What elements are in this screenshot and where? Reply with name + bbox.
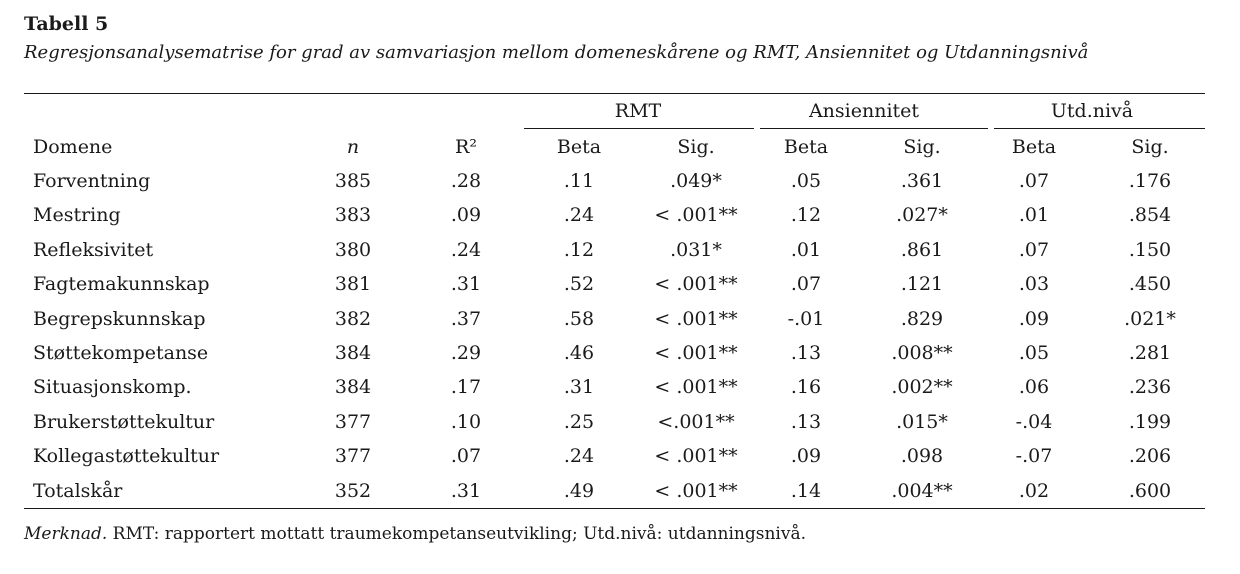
row-label: Situasjonskomp. <box>33 376 192 399</box>
table-cell: 377 <box>334 445 372 468</box>
table-cell: .01 <box>790 238 822 261</box>
table-cell: .004** <box>891 479 953 502</box>
group-header-ansiennitet: Ansiennitet <box>808 100 920 122</box>
table-cell: < .001** <box>654 342 738 364</box>
table-cell: .25 <box>563 410 595 433</box>
table-top-rule <box>24 93 1205 94</box>
table-cell: .17 <box>450 376 482 399</box>
table-cell: < .001** <box>654 273 738 296</box>
table-cell: .52 <box>563 273 595 296</box>
table-cell: .24 <box>563 204 595 227</box>
table-cell: .28 <box>450 170 482 192</box>
table-cell: .13 <box>790 410 822 433</box>
table-cell: < .001** <box>654 376 738 399</box>
table-cell: 383 <box>334 204 372 227</box>
row-label: Mestring <box>33 204 121 227</box>
table-cell: .05 <box>1018 342 1050 364</box>
group-rule-ansiennitet <box>760 128 988 129</box>
table-cell: .37 <box>450 307 482 330</box>
table-cell: .008** <box>891 342 953 364</box>
table-row <box>0 411 1240 445</box>
table-cell: .199 <box>1128 410 1172 433</box>
table-cell: .150 <box>1128 238 1172 261</box>
table-cell: .049* <box>670 170 722 192</box>
table-cell: .206 <box>1128 445 1172 468</box>
table-cell: .07 <box>450 445 482 468</box>
table-cell: .46 <box>563 342 595 364</box>
table-row <box>0 273 1240 307</box>
table-cell: .176 <box>1128 170 1172 192</box>
table-cell: .829 <box>900 307 944 330</box>
table-cell: <.001** <box>657 410 735 433</box>
table-cell: .121 <box>900 273 944 296</box>
table-cell: .361 <box>900 170 944 192</box>
row-label: Forventning <box>33 170 151 192</box>
table-caption: Regresjonsanalysematrise for grad av samvariasjon mellom domeneskårene og RMT, Ansiennitet og Utdanningsnivå <box>24 42 1089 63</box>
row-label: Brukerstøttekultur <box>33 410 215 433</box>
table-row <box>0 376 1240 410</box>
table-cell: .07 <box>1018 238 1050 261</box>
table-cell: 385 <box>334 170 372 192</box>
note-text: RMT: rapportert mottatt traumekompetanseutvikling; Utd.nivå: utdanningsnivå. <box>107 524 807 544</box>
table-label: Tabell 5 <box>24 13 109 35</box>
table-cell: 382 <box>334 307 372 330</box>
table-row <box>0 342 1240 376</box>
note-label: Merknad. <box>24 524 108 544</box>
column-header-ans-beta: Beta <box>783 136 829 158</box>
group-header-rmt: RMT <box>614 100 662 122</box>
table-cell: .31 <box>450 273 482 296</box>
table-row <box>0 445 1240 479</box>
table-cell: .281 <box>1128 342 1172 364</box>
table-cell: .031* <box>670 238 722 261</box>
table-cell: -.07 <box>1015 445 1053 468</box>
table-row <box>0 308 1240 342</box>
column-header-n: n <box>346 136 360 158</box>
table-cell: .03 <box>1018 273 1050 296</box>
row-label: Begrepskunnskap <box>33 307 206 330</box>
column-header-utd-sig: Sig. <box>1131 136 1169 158</box>
row-label: Støttekompetanse <box>33 342 209 364</box>
table-cell: .05 <box>790 170 822 192</box>
table-cell: .10 <box>450 410 482 433</box>
table-cell: .015* <box>896 410 948 433</box>
table-cell: < .001** <box>654 479 738 502</box>
table-cell: .002** <box>891 376 953 399</box>
group-rule-rmt <box>524 128 754 129</box>
row-label: Totalskår <box>33 479 123 502</box>
table-cell: .12 <box>563 238 595 261</box>
table-cell: 377 <box>334 410 372 433</box>
row-label: Kollegastøttekultur <box>33 445 220 468</box>
table-cell: 384 <box>334 342 372 364</box>
table-cell: .02 <box>1018 479 1050 502</box>
table-cell: .06 <box>1018 376 1050 399</box>
table-cell: .16 <box>790 376 822 399</box>
column-header-domene: Domene <box>33 136 113 158</box>
table-cell: -.04 <box>1015 410 1053 433</box>
table-cell: 352 <box>334 479 372 502</box>
table-cell: .854 <box>1128 204 1172 227</box>
table-cell: < .001** <box>654 445 738 468</box>
table-cell: .13 <box>790 342 822 364</box>
column-header-r2: R² <box>455 136 477 158</box>
table-cell: .31 <box>563 376 595 399</box>
table-cell: .027* <box>896 204 948 227</box>
table-row <box>0 204 1240 238</box>
column-header-rmt-sig: Sig. <box>677 136 715 158</box>
table-cell: .58 <box>563 307 595 330</box>
table-row <box>0 170 1240 204</box>
table-cell: .11 <box>563 170 595 192</box>
row-label: Fagtemakunnskap <box>33 273 210 296</box>
table-cell: 384 <box>334 376 372 399</box>
table-cell: .07 <box>790 273 822 296</box>
table-cell: .49 <box>563 479 595 502</box>
table-cell: .29 <box>450 342 482 364</box>
table-cell: .24 <box>450 238 482 261</box>
table-cell: < .001** <box>654 204 738 227</box>
table-cell: .24 <box>563 445 595 468</box>
table-note <box>24 524 806 544</box>
table-bottom-rule <box>24 508 1205 509</box>
column-header-ans-sig: Sig. <box>903 136 941 158</box>
table-cell: < .001** <box>654 307 738 330</box>
table-cell: .09 <box>1018 307 1050 330</box>
table-cell: .01 <box>1018 204 1050 227</box>
table-cell: .098 <box>900 445 944 468</box>
table-cell: .09 <box>790 445 822 468</box>
table-cell: .07 <box>1018 170 1050 192</box>
group-rule-utdniva <box>994 128 1205 129</box>
table-cell: .021* <box>1124 307 1176 330</box>
table-cell: 381 <box>334 273 372 296</box>
table-cell: .31 <box>450 479 482 502</box>
table-cell: .09 <box>450 204 482 227</box>
table-cell: -.01 <box>787 307 825 330</box>
column-header-rmt-beta: Beta <box>556 136 602 158</box>
table-cell: .861 <box>900 238 944 261</box>
table-cell: .14 <box>790 479 822 502</box>
table-cell: .236 <box>1128 376 1172 399</box>
group-header-utdniva: Utd.nivå <box>1050 100 1134 122</box>
row-label: Refleksivitet <box>33 238 154 261</box>
table-cell: .12 <box>790 204 822 227</box>
table-cell: .600 <box>1128 479 1172 502</box>
table-row <box>0 239 1240 273</box>
column-header-utd-beta: Beta <box>1011 136 1057 158</box>
table-cell: .450 <box>1128 273 1172 296</box>
table-cell: 380 <box>334 238 372 261</box>
